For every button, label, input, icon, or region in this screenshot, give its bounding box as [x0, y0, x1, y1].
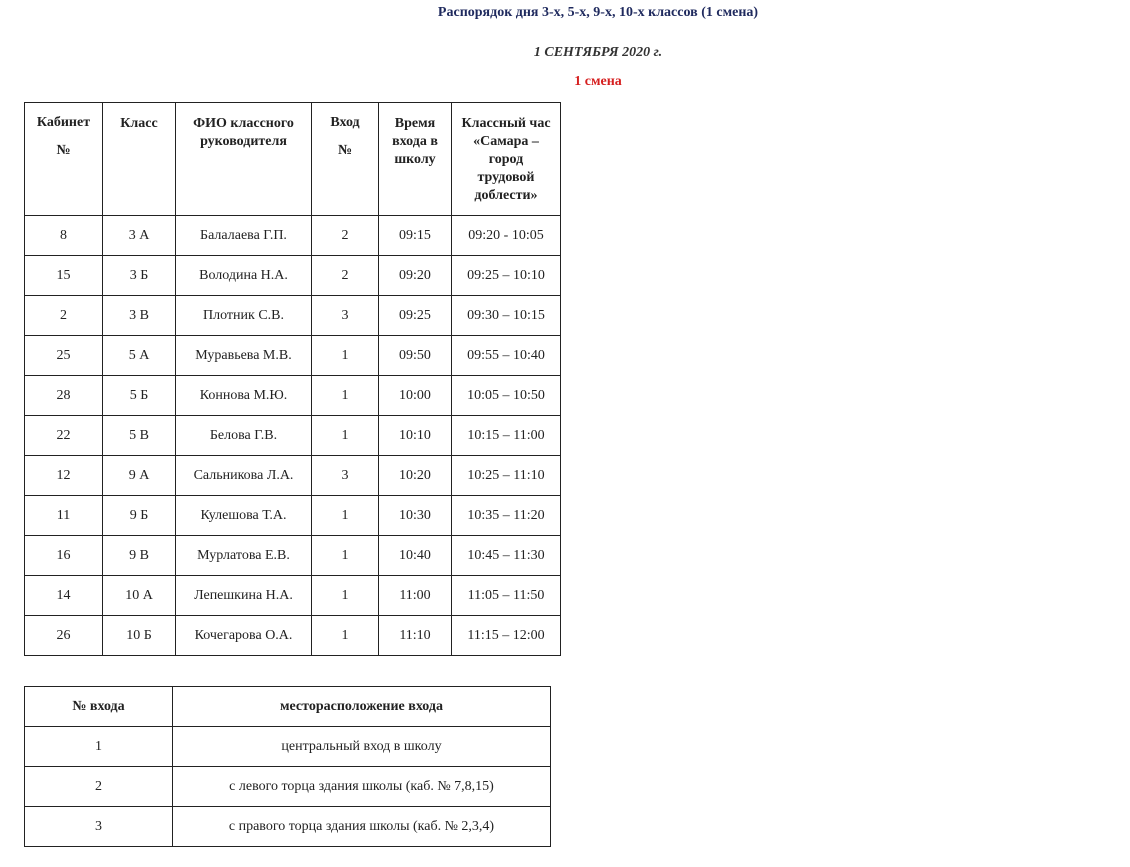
header-entrance-location: месторасположение входа — [173, 687, 551, 727]
table-row — [25, 616, 561, 656]
cell-entry-time: 10:40 — [379, 536, 452, 576]
cell-class-hour: 10:15 – 11:00 — [452, 416, 561, 456]
cell-class-hour: 10:35 – 11:20 — [452, 496, 561, 536]
cell-class-hour: 09:20 - 10:05 — [452, 216, 561, 256]
cell-entrance: 1 — [312, 416, 379, 456]
entrance-body — [25, 727, 551, 847]
cell-room: 25 — [25, 336, 103, 376]
cell-class: 5 А — [103, 336, 176, 376]
cell-entry-time: 11:10 — [379, 616, 452, 656]
date-heading: 1 СЕНТЯБРЯ 2020 г. — [533, 45, 663, 60]
cell-teacher: Лепешкина Н.А. — [176, 576, 312, 616]
cell-class: 10 А — [103, 576, 176, 616]
cell-entrance-number: 1 — [25, 727, 173, 767]
header-entrance-line: Вход — [330, 115, 360, 130]
cell-entry-time: 10:20 — [379, 456, 452, 496]
cell-class: 5 В — [103, 416, 176, 456]
cell-room: 22 — [25, 416, 103, 456]
cell-class: 5 Б — [103, 376, 176, 416]
cell-class-hour: 09:25 – 10:10 — [452, 256, 561, 296]
cell-entrance-location: с левого торца здания школы (каб. № 7,8,15) — [173, 767, 551, 807]
header-class: Класс — [103, 103, 176, 216]
table-row — [25, 807, 551, 847]
cell-teacher: Белова Г.В. — [176, 416, 312, 456]
cell-class-hour: 10:25 – 11:10 — [452, 456, 561, 496]
cell-class: 3 В — [103, 296, 176, 336]
entrance-header-row — [25, 687, 551, 727]
cell-room: 14 — [25, 576, 103, 616]
header-class-hour — [452, 103, 561, 216]
header-class-hour-line: «Самара – — [473, 134, 539, 149]
cell-class-hour: 09:55 – 10:40 — [452, 336, 561, 376]
cell-class-hour: 11:05 – 11:50 — [452, 576, 561, 616]
schedule-body — [25, 216, 561, 656]
cell-teacher: Мурлатова Е.В. — [176, 536, 312, 576]
header-teacher — [176, 103, 312, 216]
cell-entry-time: 09:15 — [379, 216, 452, 256]
cell-entrance: 1 — [312, 376, 379, 416]
header-room — [25, 103, 103, 216]
page-title: Распорядок дня 3-х, 5-х, 9-х, 10-х классов (1 смена) — [437, 5, 759, 20]
schedule-header-row — [25, 103, 561, 216]
cell-teacher: Плотник С.В. — [176, 296, 312, 336]
cell-entrance: 1 — [312, 576, 379, 616]
cell-entrance: 3 — [312, 296, 379, 336]
header-class-hour-line: доблести» — [474, 188, 538, 203]
header-entry-time — [379, 103, 452, 216]
header-teacher-line: руководителя — [200, 134, 287, 149]
table-row — [25, 216, 561, 256]
cell-entry-time: 09:20 — [379, 256, 452, 296]
cell-entry-time: 09:25 — [379, 296, 452, 336]
cell-entry-time: 10:10 — [379, 416, 452, 456]
cell-entrance: 1 — [312, 616, 379, 656]
cell-teacher: Володина Н.А. — [176, 256, 312, 296]
cell-teacher: Сальникова Л.А. — [176, 456, 312, 496]
table-row — [25, 576, 561, 616]
cell-entrance: 1 — [312, 336, 379, 376]
header-entry-time-line: Время — [394, 116, 436, 131]
cell-entry-time: 11:00 — [379, 576, 452, 616]
cell-room: 8 — [25, 216, 103, 256]
schedule-table — [24, 102, 561, 656]
cell-class-hour: 11:15 – 12:00 — [452, 616, 561, 656]
header-room-line: № — [56, 143, 71, 158]
cell-class-hour: 10:05 – 10:50 — [452, 376, 561, 416]
cell-entrance-location: центральный вход в школу — [173, 727, 551, 767]
cell-class: 3 Б — [103, 256, 176, 296]
header-class-hour-line: трудовой — [477, 170, 535, 185]
cell-room: 11 — [25, 496, 103, 536]
table-row — [25, 256, 561, 296]
cell-entrance-location: с правого торца здания школы (каб. № 2,3,4) — [173, 807, 551, 847]
table-row — [25, 296, 561, 336]
header-entry-time-line: школу — [394, 152, 436, 167]
cell-entrance-number: 2 — [25, 767, 173, 807]
table-row — [25, 767, 551, 807]
header-entrance-line: № — [337, 143, 353, 158]
header-class-hour-line: город — [488, 152, 524, 167]
cell-class: 10 Б — [103, 616, 176, 656]
cell-class: 9 В — [103, 536, 176, 576]
cell-entrance: 1 — [312, 536, 379, 576]
cell-entrance-number: 3 — [25, 807, 173, 847]
table-row — [25, 456, 561, 496]
table-row — [25, 376, 561, 416]
cell-entrance: 2 — [312, 216, 379, 256]
entrance-table — [24, 686, 551, 847]
cell-room: 26 — [25, 616, 103, 656]
cell-teacher: Коннова М.Ю. — [176, 376, 312, 416]
cell-class-hour: 09:30 – 10:15 — [452, 296, 561, 336]
cell-class: 9 Б — [103, 496, 176, 536]
cell-teacher: Муравьева М.В. — [176, 336, 312, 376]
table-row — [25, 536, 561, 576]
cell-class-hour: 10:45 – 11:30 — [452, 536, 561, 576]
shift-heading: 1 смена — [574, 74, 622, 89]
cell-teacher: Балалаева Г.П. — [176, 216, 312, 256]
cell-entrance: 1 — [312, 496, 379, 536]
cell-entry-time: 10:00 — [379, 376, 452, 416]
cell-teacher: Кулешова Т.А. — [176, 496, 312, 536]
cell-entry-time: 10:30 — [379, 496, 452, 536]
header-class-hour-line: Классный час — [461, 116, 551, 131]
cell-room: 16 — [25, 536, 103, 576]
table-row — [25, 336, 561, 376]
cell-room: 12 — [25, 456, 103, 496]
cell-room: 28 — [25, 376, 103, 416]
header-room-line: Кабинет — [36, 115, 91, 130]
cell-class: 9 А — [103, 456, 176, 496]
header-teacher-line: ФИО классного — [193, 116, 294, 131]
cell-room: 15 — [25, 256, 103, 296]
table-row — [25, 496, 561, 536]
cell-class: 3 А — [103, 216, 176, 256]
table-row — [25, 727, 551, 767]
table-row — [25, 416, 561, 456]
cell-entrance: 3 — [312, 456, 379, 496]
header-entry-time-line: входа в — [392, 134, 438, 149]
header-entrance-number: № входа — [25, 687, 173, 727]
cell-entry-time: 09:50 — [379, 336, 452, 376]
header-entrance — [312, 103, 379, 216]
cell-room: 2 — [25, 296, 103, 336]
cell-entrance: 2 — [312, 256, 379, 296]
cell-teacher: Кочегарова О.А. — [176, 616, 312, 656]
